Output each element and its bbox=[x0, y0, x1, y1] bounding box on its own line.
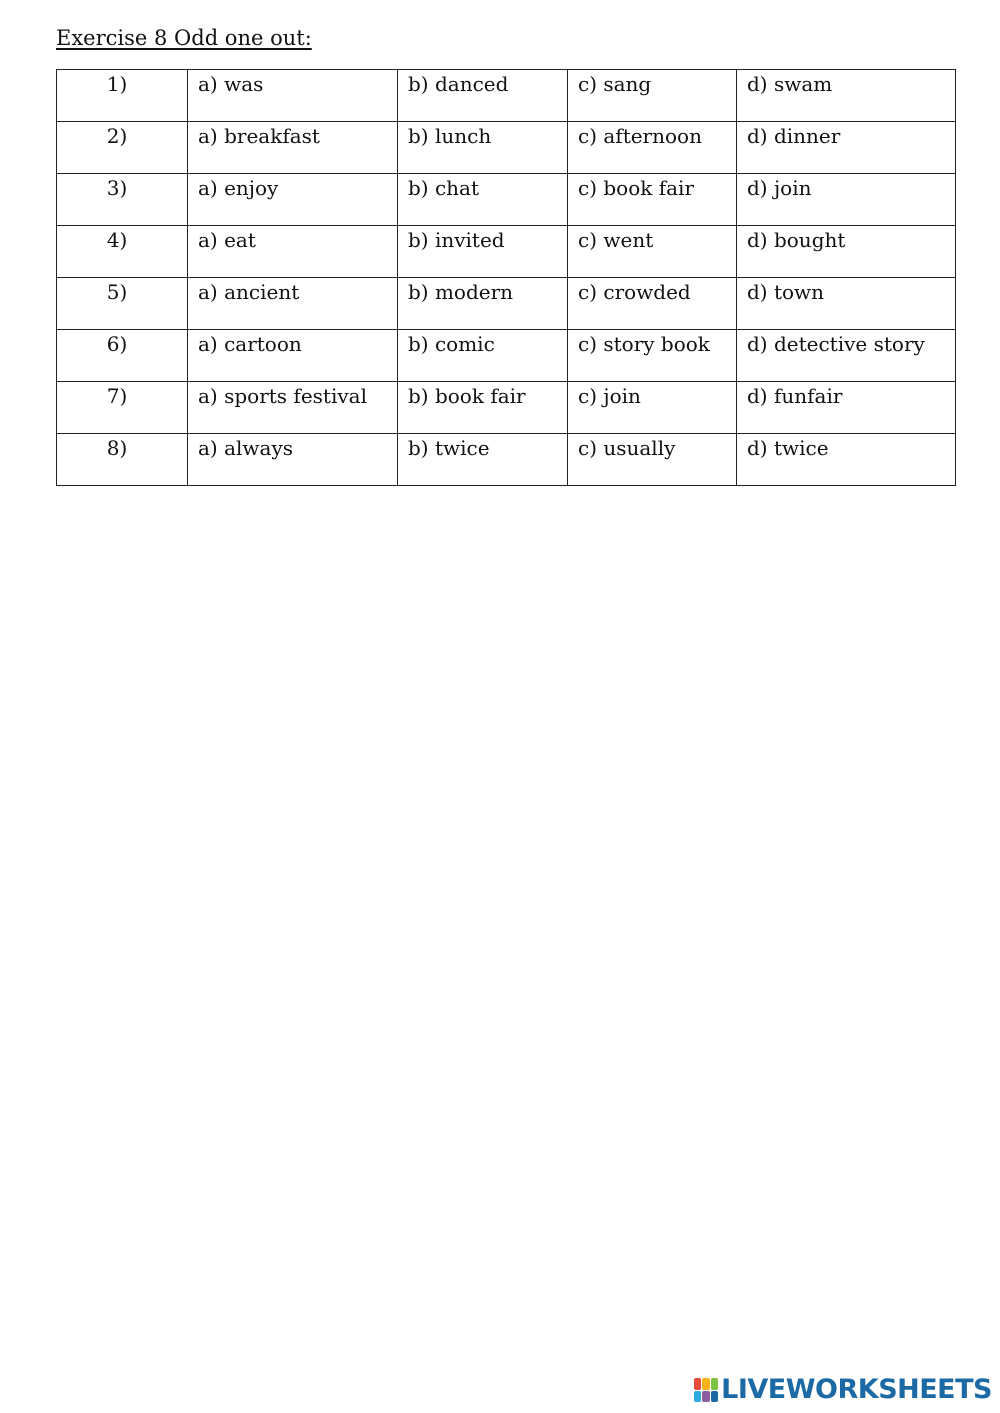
option-c: c) went bbox=[578, 228, 654, 252]
question-number-cell bbox=[57, 70, 188, 122]
logo-square bbox=[711, 1391, 718, 1403]
option-b: b) comic bbox=[408, 332, 495, 356]
logo-square bbox=[702, 1378, 709, 1390]
option-b: b) chat bbox=[408, 176, 480, 200]
option-c: c) story book bbox=[578, 332, 710, 356]
option-b: b) invited bbox=[408, 228, 505, 252]
option-a: a) cartoon bbox=[198, 332, 302, 356]
question-number: 3) bbox=[106, 176, 128, 200]
question-number-cell bbox=[57, 330, 188, 382]
option-d-cell bbox=[737, 122, 956, 174]
exercise-title: Exercise 8 Odd one out: bbox=[56, 26, 312, 50]
question-number: 1) bbox=[106, 72, 128, 96]
option-d-cell bbox=[737, 434, 956, 486]
option-d-cell bbox=[737, 70, 956, 122]
table-row bbox=[57, 330, 956, 382]
option-b-cell bbox=[398, 122, 568, 174]
option-b: b) danced bbox=[408, 72, 509, 96]
option-c: c) usually bbox=[578, 436, 676, 460]
logo-square bbox=[694, 1378, 701, 1390]
question-number: 2) bbox=[106, 124, 128, 148]
option-d: d) town bbox=[747, 280, 825, 304]
table-row bbox=[57, 226, 956, 278]
option-d-cell bbox=[737, 278, 956, 330]
logo-square bbox=[694, 1391, 701, 1403]
option-d: d) funfair bbox=[747, 384, 843, 408]
option-c-cell bbox=[568, 226, 737, 278]
option-d: d) swam bbox=[747, 72, 833, 96]
option-a-cell bbox=[188, 226, 398, 278]
option-a: a) ancient bbox=[198, 280, 300, 304]
logo-square bbox=[711, 1378, 718, 1390]
option-c-cell bbox=[568, 174, 737, 226]
option-d: d) twice bbox=[747, 436, 829, 460]
option-d: d) detective story bbox=[747, 332, 925, 356]
option-c-cell bbox=[568, 70, 737, 122]
table-row bbox=[57, 434, 956, 486]
question-number: 8) bbox=[106, 436, 128, 460]
question-number-cell bbox=[57, 122, 188, 174]
table-row bbox=[57, 382, 956, 434]
option-d: d) dinner bbox=[747, 124, 841, 148]
table-row bbox=[57, 278, 956, 330]
liveworksheets-brand: LIVEWORKSHEETS bbox=[721, 1374, 992, 1405]
option-b-cell bbox=[398, 70, 568, 122]
question-number: 7) bbox=[106, 384, 128, 408]
table-row bbox=[57, 70, 956, 122]
option-a-cell bbox=[188, 174, 398, 226]
question-number-cell bbox=[57, 382, 188, 434]
option-d-cell bbox=[737, 174, 956, 226]
option-b-cell bbox=[398, 278, 568, 330]
option-c-cell bbox=[568, 122, 737, 174]
option-c: c) crowded bbox=[578, 280, 691, 304]
table-row bbox=[57, 122, 956, 174]
option-b-cell bbox=[398, 330, 568, 382]
option-b-cell bbox=[398, 434, 568, 486]
question-number: 6) bbox=[106, 332, 128, 356]
option-a-cell bbox=[188, 382, 398, 434]
liveworksheets-grid-icon bbox=[694, 1378, 718, 1402]
odd-one-out-table bbox=[56, 69, 956, 486]
option-c: c) afternoon bbox=[578, 124, 702, 148]
question-number-cell bbox=[57, 434, 188, 486]
option-a: a) always bbox=[198, 436, 294, 460]
option-d: d) bought bbox=[747, 228, 846, 252]
option-d-cell bbox=[737, 382, 956, 434]
option-b: b) modern bbox=[408, 280, 514, 304]
question-number: 5) bbox=[106, 280, 128, 304]
option-b: b) twice bbox=[408, 436, 490, 460]
option-c-cell bbox=[568, 434, 737, 486]
option-b-cell bbox=[398, 174, 568, 226]
option-c: c) sang bbox=[578, 72, 652, 96]
option-b: b) book fair bbox=[408, 384, 526, 408]
option-a-cell bbox=[188, 70, 398, 122]
question-number-cell bbox=[57, 174, 188, 226]
option-d-cell bbox=[737, 330, 956, 382]
question-number-cell bbox=[57, 278, 188, 330]
logo-square bbox=[702, 1391, 709, 1403]
question-number-cell bbox=[57, 226, 188, 278]
option-a-cell bbox=[188, 278, 398, 330]
option-a: a) was bbox=[198, 72, 264, 96]
option-a-cell bbox=[188, 330, 398, 382]
option-a: a) eat bbox=[198, 228, 256, 252]
option-a: a) breakfast bbox=[198, 124, 320, 148]
option-d: d) join bbox=[747, 176, 812, 200]
option-c-cell bbox=[568, 382, 737, 434]
option-a: a) sports festival bbox=[198, 384, 367, 408]
option-c-cell bbox=[568, 278, 737, 330]
option-a-cell bbox=[188, 434, 398, 486]
option-d-cell bbox=[737, 226, 956, 278]
option-a: a) enjoy bbox=[198, 176, 279, 200]
liveworksheets-logo bbox=[694, 1375, 992, 1405]
table-row bbox=[57, 174, 956, 226]
option-b-cell bbox=[398, 226, 568, 278]
question-number: 4) bbox=[106, 228, 128, 252]
option-c-cell bbox=[568, 330, 737, 382]
option-b: b) lunch bbox=[408, 124, 492, 148]
option-c: c) book fair bbox=[578, 176, 695, 200]
option-b-cell bbox=[398, 382, 568, 434]
option-a-cell bbox=[188, 122, 398, 174]
option-c: c) join bbox=[578, 384, 641, 408]
